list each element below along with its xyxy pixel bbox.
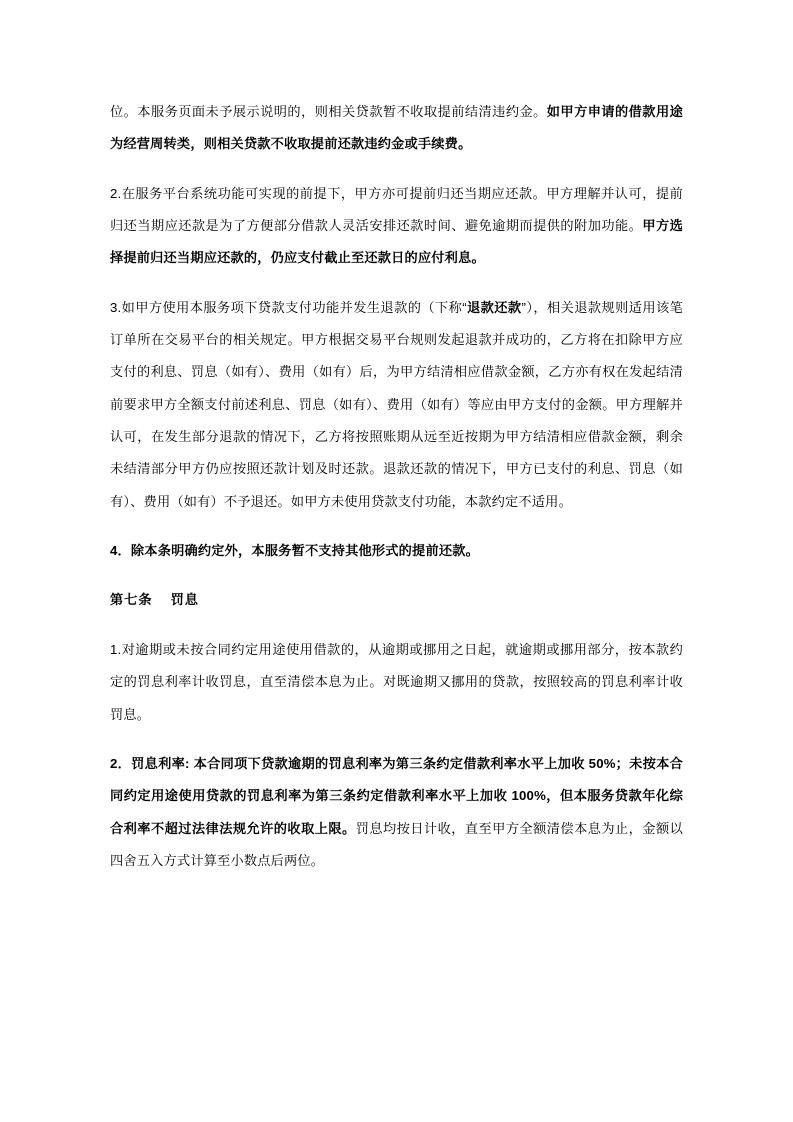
section-heading [110, 584, 683, 616]
paragraph-list [110, 96, 683, 567]
para-item-3-refund-run-1: 退款还款 [466, 299, 522, 315]
para-item-3-refund-run-2: ”），相关退款规则适用该笔订单所在交易平台的相关规定。甲方根据交易平台规则发起退款并成功的，乙方将在扣除甲方应支付的利息、罚息（如有）、费用（如有）后，为甲方结清相应借款金额，乙方亦有权在发起结清前要求甲方全额支付前述利息、罚息（如有）、费用（如有）等应由甲方支付的金额。甲方理解并认可，在发生部分退款的情况下，乙方将按照账期从远至近按期为甲方结清相应借款金额，剩余未结清部分甲方仍应按照还款计划及时还款。退款还款的情况下，甲方已支付的利息、罚息（如有）、费用（如有）不予退还。如甲方未使用贷款支付功能，本款约定不适用。 [110, 299, 683, 509]
para-item-3-refund-run-0: 3.如甲方使用本服务项下贷款支付功能并发生退款的（下称“ [110, 299, 467, 315]
para-item-2-early-repay-run-0: 2.在服务平台系统功能可实现的前提下，甲方亦可提前归还当期应还款。甲方理解并认可，提前归还当期应还款是为了方便部分借款人灵活安排还款时间、避免逾期而提供的附加功能。 [110, 185, 683, 234]
para-penalty-item-1 [110, 634, 683, 731]
para-prepayment-penalty-run-0: 位。本服务页面未予展示说明的，则相关贷款暂不收取提前结清违约金。 [110, 104, 547, 119]
para-prepayment-penalty-run-1: 如甲方申请的借款用途为经营周转类，则相关贷款不收取提前还款违约金或手续费。 [110, 104, 683, 152]
para-penalty-item-2-run-0: 2．罚息利率: 本合同项下贷款逾期的罚息利率为第三条约定借款利率水平上加收 50%；未按本合同约定用途使用贷款的罚息利率为第三条约定借款利率水平上加收 100%，但本服务贷款年化综合利率不超过法律法规允许的收取上限。 [110, 755, 683, 836]
para-item-2-early-repay [110, 178, 683, 275]
para-item-2-early-repay-run-1: 甲方选择提前归还当期应还款的，仍应支付截止至还款日的应付利息。 [110, 218, 683, 266]
section-heading-title: 罚息 [170, 592, 199, 608]
section-paragraph-list [110, 634, 683, 877]
para-penalty-item-1-run-0: 1.对逾期或未按合同约定用途使用借款的，从逾期或挪用之日起，就逾期或挪用部分，按本款约定的罚息利率计收罚息，直至清偿本息为止。对既逾期又挪用的贷款，按照较高的罚息利率计收罚息。 [110, 641, 683, 722]
para-item-4-no-other-prepay-run-0: 4．除本条明确约定外，本服务暂不支持其他形式的提前还款。 [110, 543, 479, 559]
para-penalty-item-2 [110, 748, 683, 877]
document-body [110, 96, 683, 877]
section-heading-number: 第七条 [110, 592, 153, 608]
para-prepayment-penalty [110, 96, 683, 161]
para-item-3-refund [110, 292, 683, 518]
para-penalty-item-2-run-1: 罚息均按日计收，直至甲方全额清偿本息为止，金额以四舍五入方式计算至小数点后两位。 [110, 820, 683, 868]
para-item-4-no-other-prepay [110, 535, 683, 567]
